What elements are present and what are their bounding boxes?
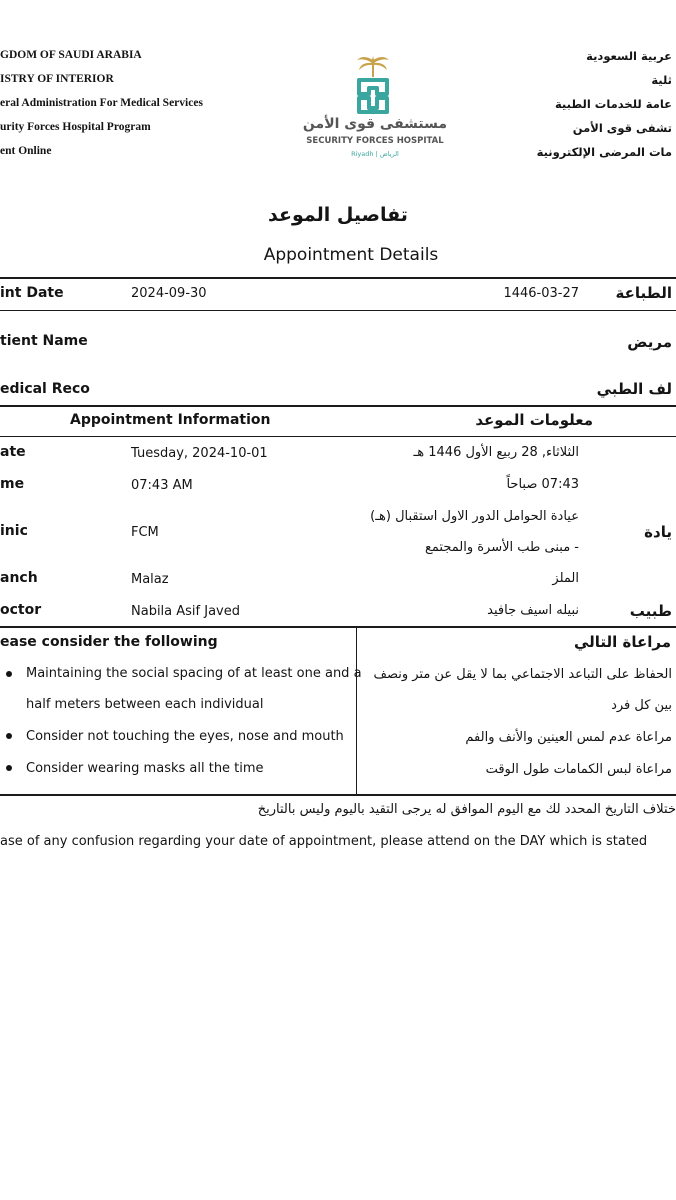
note-ar: ختلاف التاريخ المحدد لك مع اليوم الموافق له يرجى التقيد باليوم وليس بالتاريخ bbox=[257, 802, 676, 817]
patient-name-label-ar: مريض bbox=[627, 333, 672, 351]
date-value-ar: الثلاثاء, 28 ربيع الأول 1446 هـ bbox=[413, 445, 579, 460]
logo-name-en: SECURITY FORCES HOSPITAL bbox=[306, 136, 444, 146]
consider-item-ar-3: مراعاة لبس الكمامات طول الوقت bbox=[485, 762, 672, 777]
clinic-value-ar-line-2: - مبنى طب الأسرة والمجتمع bbox=[425, 540, 579, 555]
date-value: Tuesday, 2024-10-01 bbox=[131, 446, 268, 461]
header-ar-line-5: مات المرضى الإلكترونية bbox=[536, 145, 672, 159]
header-en-line-1: GDOM OF SAUDI ARABIA bbox=[0, 49, 142, 61]
consider-header-ar: مراعاة التالي bbox=[573, 633, 671, 651]
consider-item-ar-1: الحفاظ على التباعد الاجتماعي بما لا يقل عن متر ونصف bbox=[373, 667, 672, 682]
consider-bullet-1 bbox=[6, 671, 12, 677]
title-ar: تفاصيل الموعد bbox=[268, 204, 408, 226]
date-label: ate bbox=[0, 444, 26, 460]
medical-record-label-ar: لف الطبي bbox=[596, 380, 672, 398]
appointment-info-header: Appointment Information bbox=[70, 412, 271, 428]
medical-record-label: edical Reco bbox=[0, 381, 90, 397]
appointment-info-header-ar: معلومات الموعد bbox=[475, 411, 593, 429]
consider-item-ar-1-cont: بين كل فرد bbox=[611, 698, 672, 713]
header-ar-line-2: ثلية bbox=[651, 73, 672, 87]
branch-value: Malaz bbox=[131, 572, 169, 587]
consider-item-en-3: Consider wearing masks all the time bbox=[26, 761, 264, 776]
palm-emblem-icon bbox=[353, 50, 393, 116]
print-date-label-ar: الطباعة bbox=[615, 284, 672, 302]
divider-consider-bottom bbox=[0, 794, 676, 796]
header-ar-line-4: تشفى قوى الأمن bbox=[572, 121, 672, 135]
header-en-line-2: ISTRY OF INTERIOR bbox=[0, 73, 114, 85]
branch-value-ar: الملز bbox=[552, 571, 579, 586]
clinic-value-ar-line-1: عيادة الحوامل الدور الاول استقبال (هـ) bbox=[370, 509, 579, 524]
divider-info-header bbox=[0, 436, 676, 437]
time-value: 07:43 AM bbox=[131, 478, 193, 493]
header-en-line-5: ent Online bbox=[0, 145, 52, 157]
branch-label: anch bbox=[0, 570, 38, 586]
consider-item-ar-2: مراعاة عدم لمس العينين والأنف والفم bbox=[465, 730, 672, 745]
logo-name-ar: مستشفى قوى الأمن bbox=[302, 116, 448, 132]
title-en: Appointment Details bbox=[263, 245, 439, 265]
hospital-logo bbox=[300, 50, 450, 165]
consider-column-divider bbox=[356, 627, 357, 795]
doctor-value: Nabila Asif Javed bbox=[131, 604, 240, 619]
clinic-label-ar: يادة bbox=[644, 523, 672, 541]
doctor-label-ar: طبيب bbox=[629, 602, 672, 620]
header-en-line-4: urity Forces Hospital Program bbox=[0, 121, 151, 133]
print-date-gregorian: 2024-09-30 bbox=[131, 286, 207, 301]
divider-info-top bbox=[0, 405, 676, 407]
print-date-hijri: 1446-03-27 bbox=[503, 286, 579, 301]
consider-bullet-2 bbox=[6, 733, 12, 739]
patient-name-label: tient Name bbox=[0, 333, 88, 349]
header-en-line-3: eral Administration For Medical Services bbox=[0, 97, 203, 109]
divider-print-date bbox=[0, 310, 676, 311]
consider-header: ease consider the following bbox=[0, 634, 218, 650]
header-ar-line-3: عامة للخدمات الطبية bbox=[554, 97, 672, 111]
time-label: me bbox=[0, 476, 25, 492]
doctor-label: octor bbox=[0, 602, 42, 618]
note-en: ase of any confusion regarding your date of appointment, please attend on the DAY which is stated bbox=[0, 834, 648, 849]
clinic-label: inic bbox=[0, 523, 28, 539]
doctor-value-ar: نبيله اسيف جافيد bbox=[487, 603, 579, 618]
consider-item-en-1: Maintaining the social spacing of at least one and a bbox=[26, 666, 362, 681]
header-ar-line-1: عربية السعودية bbox=[586, 49, 672, 63]
divider-title bbox=[0, 277, 676, 279]
time-value-ar: 07:43 صباحاً bbox=[506, 477, 579, 492]
clinic-value: FCM bbox=[131, 525, 159, 540]
consider-bullet-3 bbox=[6, 765, 12, 771]
consider-item-en-1-cont: half meters between each individual bbox=[26, 697, 264, 712]
print-date-label: int Date bbox=[0, 285, 64, 301]
logo-city: Riyadh | الرياض bbox=[351, 150, 399, 158]
divider-consider-top bbox=[0, 626, 676, 628]
consider-item-en-2: Consider not touching the eyes, nose and mouth bbox=[26, 729, 344, 744]
